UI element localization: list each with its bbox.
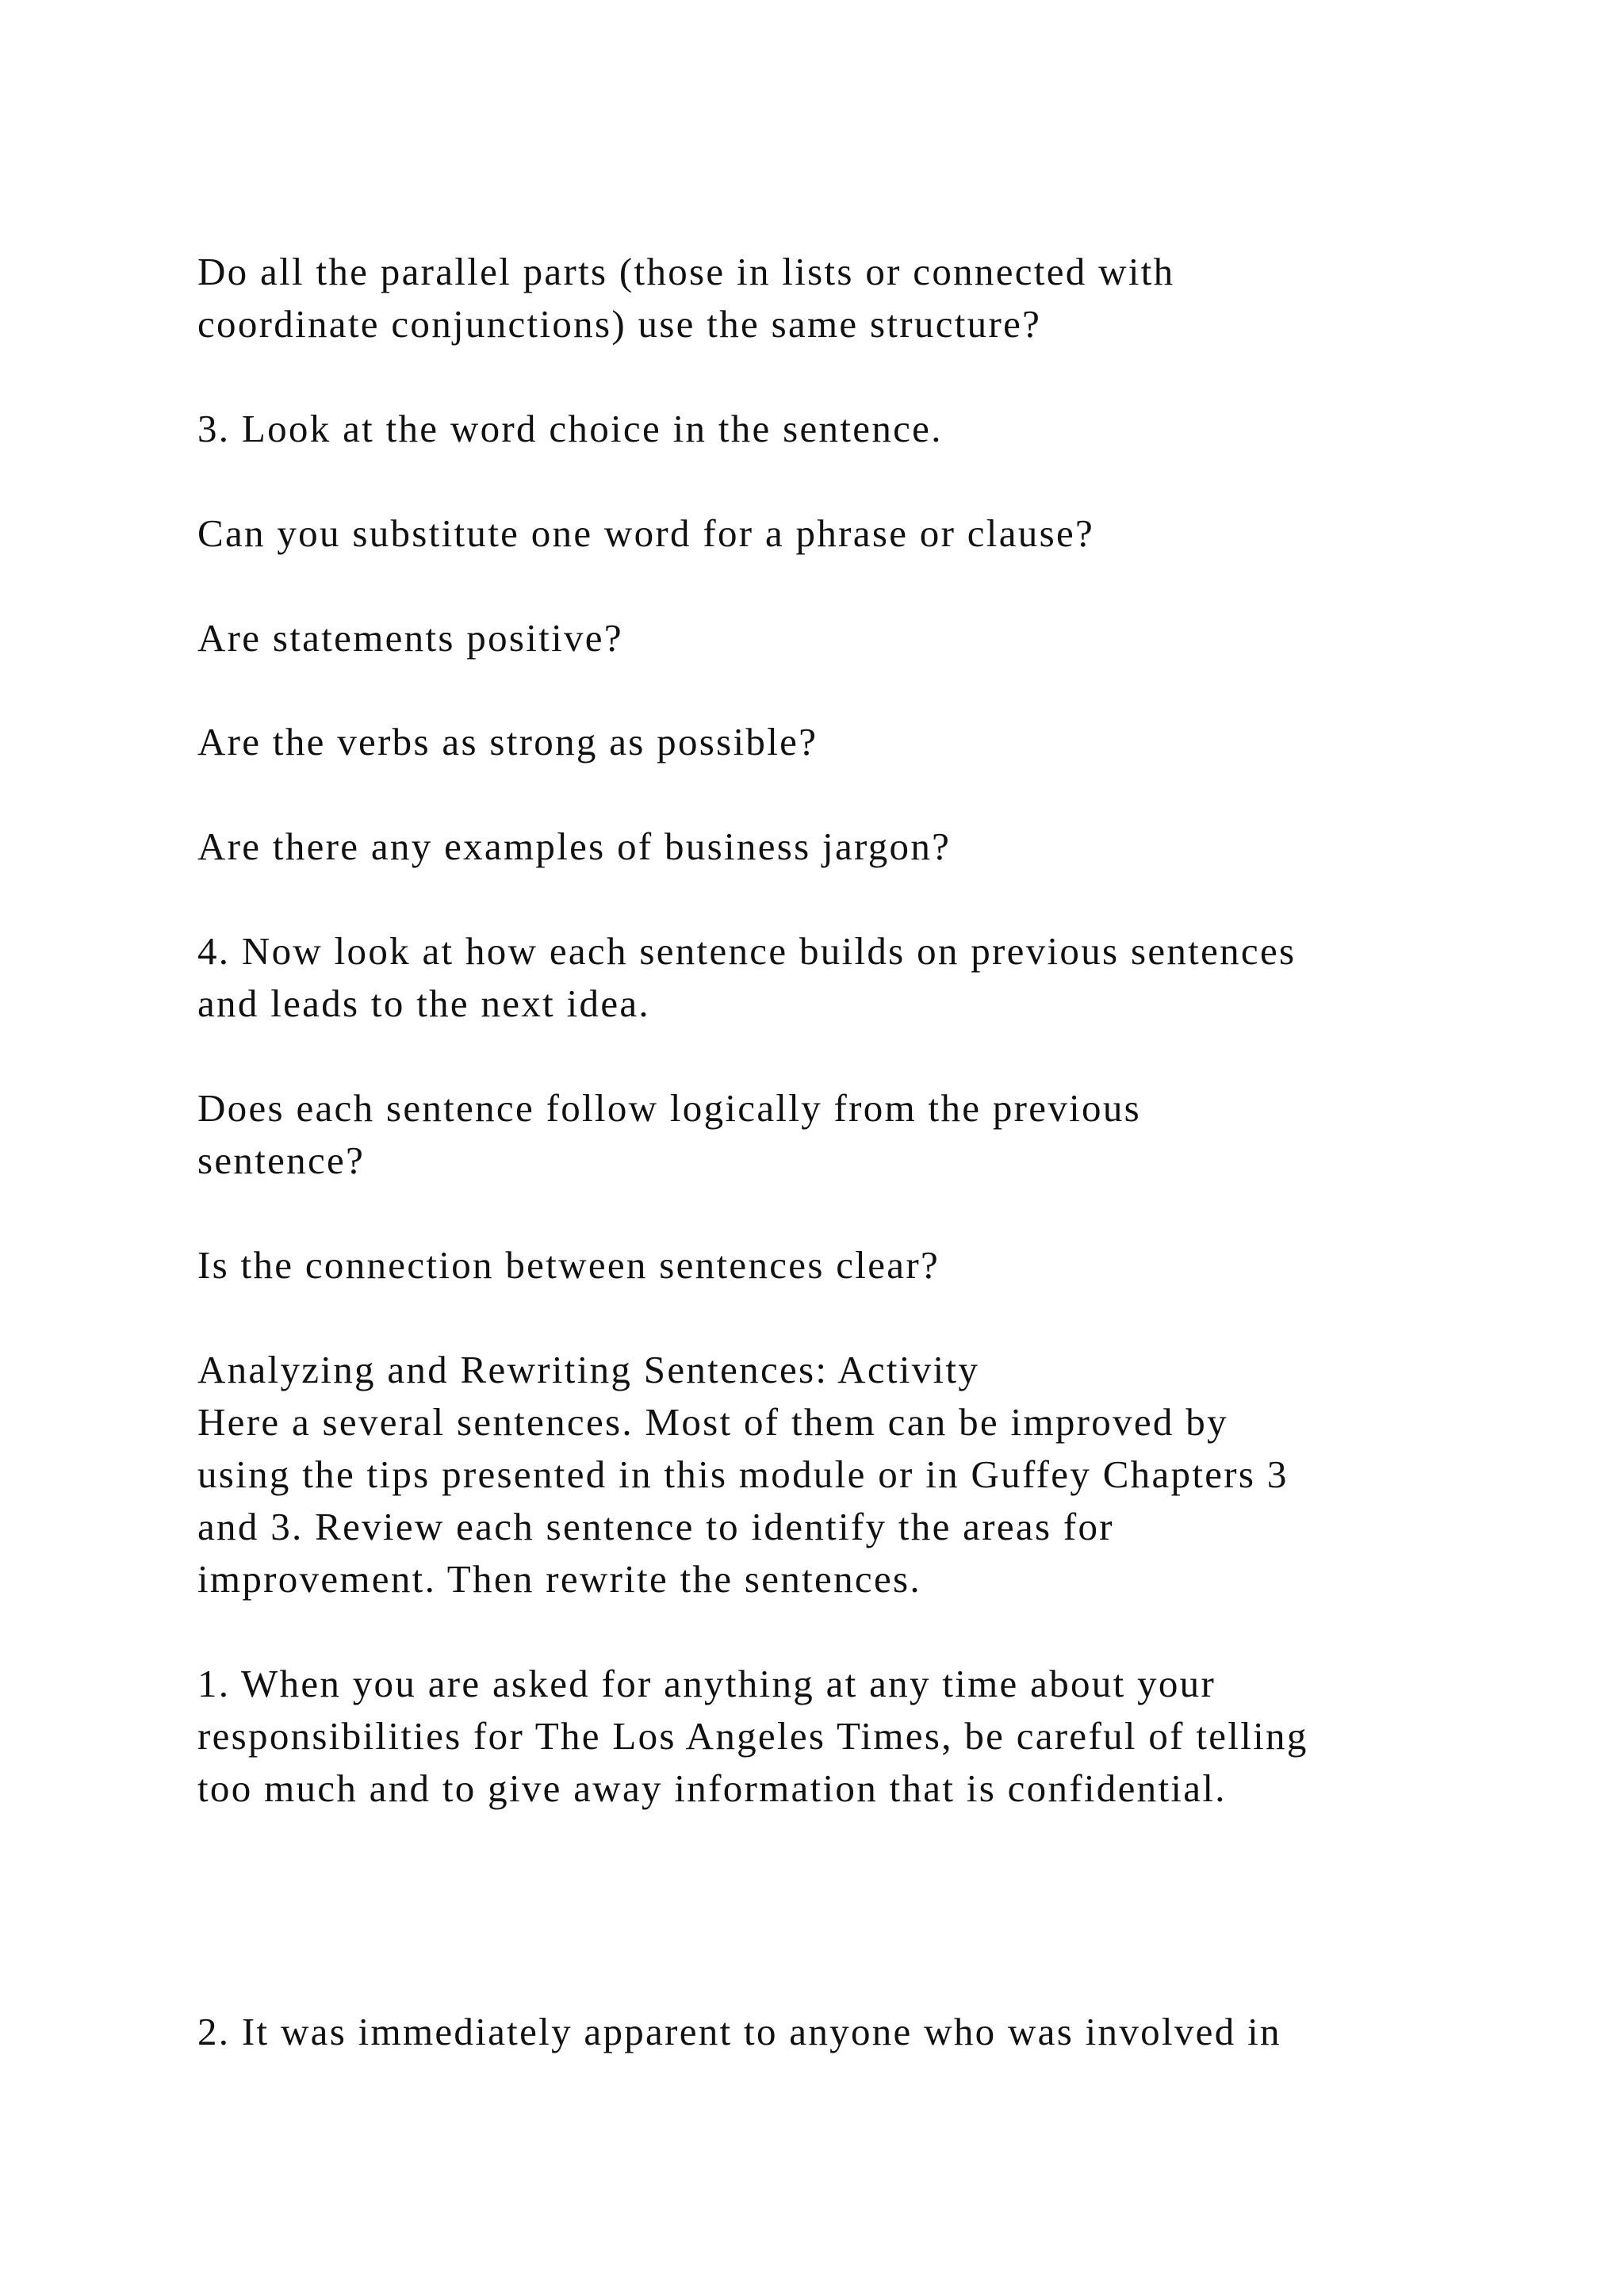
text-line: Is the connection between sentences clear? [197,1243,940,1287]
text-line: 4. Now look at how each sentence builds on previous sentences [197,929,1297,973]
text-line: Are statements positive? [197,616,623,660]
text-line: 3. Look at the word choice in the sentence. [197,407,943,450]
text-line: Here a several sentences. Most of them can be improved by [197,1400,1228,1444]
text-line: too much and to give away information that is confidential. [197,1766,1227,1810]
activity-heading: Analyzing and Rewriting Sentences: Activity [197,1348,980,1391]
text-line: using the tips presented in this module or in Guffey Chapters 3 [197,1452,1289,1496]
text-line: Are the verbs as strong as possible? [197,720,818,763]
text-line: Can you substitute one word for a phrase or clause? [197,511,1095,555]
text-line: Do all the parallel parts (those in lists or connected with [197,250,1175,293]
text-line: sentence? [197,1138,366,1182]
text-line: coordinate conjunctions) use the same structure? [197,302,1042,346]
text-line: responsibilities for The Los Angeles Times, be careful of telling [197,1714,1308,1758]
text-line: Are there any examples of business jargon? [197,825,952,868]
text-line: Does each sentence follow logically from the previous [197,1086,1142,1130]
text-line: 1. When you are asked for anything at any time about your [197,1662,1216,1705]
text-line: and 3. Review each sentence to identify the areas for [197,1505,1114,1548]
text-line: 2. It was immediately apparent to anyone who was involved in [197,2010,1281,2053]
text-line: improvement. Then rewrite the sentences. [197,1557,921,1601]
text-line: and leads to the next idea. [197,982,650,1025]
